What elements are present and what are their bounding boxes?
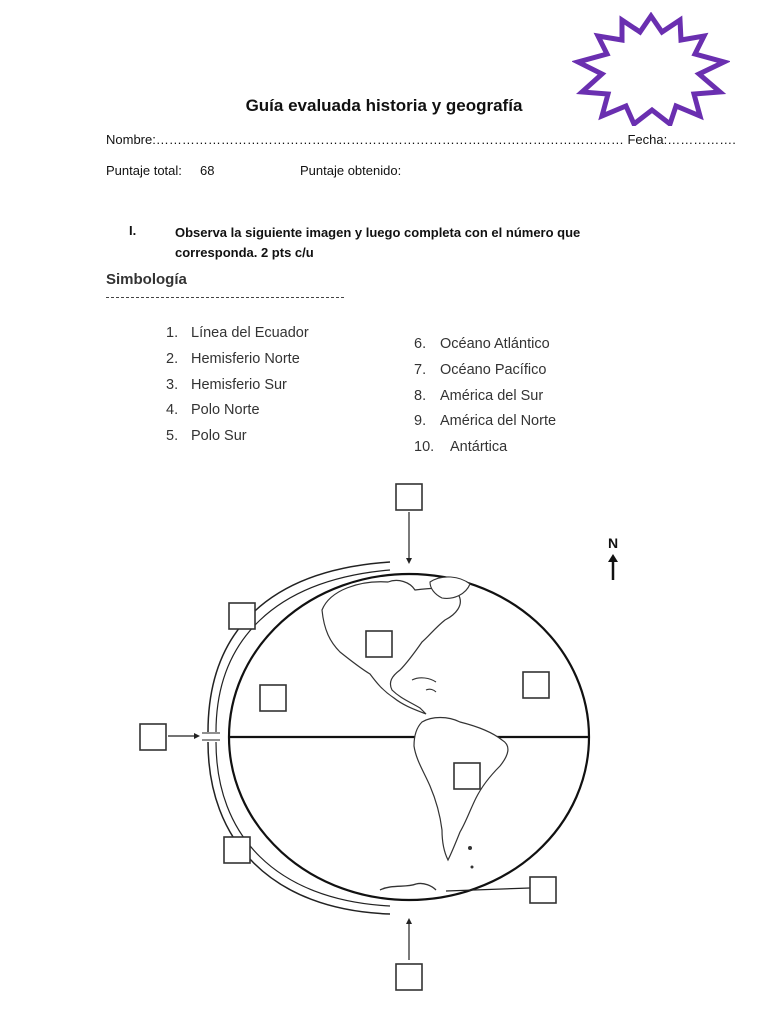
answer-box-pacific-ocean [260,685,286,711]
answer-box-atlantic-ocean [523,672,549,698]
legend-item-label: Polo Sur [191,428,247,445]
legend-item [414,435,556,461]
legend-item [166,373,309,399]
total-score-label: Puntaje total: [106,163,182,178]
legend-item [166,347,309,373]
legend-item [166,398,309,424]
legend-item-label: América del Norte [440,413,557,430]
name-date-line: Nombre:……………………………………………………………………………………………… Fecha:……………. [106,132,736,147]
answer-box-antarctica [530,877,556,903]
legend-item-number: 8. [414,387,427,404]
page-title: Guía evaluada historia y geografía [245,96,523,115]
legend-item-number: 2. [166,350,179,367]
legend-item-number: 9. [414,413,427,430]
legend-column-1 [166,321,309,450]
globe-diagram [130,470,650,1000]
question-text: Observa la siguiente imagen y luego completa con el número que corresponda. 2 pts c/u [175,225,581,260]
legend-title: Simbología [106,271,187,288]
legend-item-label: Antártica [450,439,508,456]
legend-item-label: Océano Atlántico [440,336,550,352]
legend-item-number: 7. [414,361,427,378]
legend-column-2 [414,332,556,461]
legend-item [414,384,556,410]
legend-item-label: Océano Pacífico [440,361,547,378]
legend-item [414,332,556,358]
obtained-score-label: Puntaje obtenido: [300,163,402,178]
answer-box-northern-hemisphere [229,603,255,629]
legend-divider [106,297,344,298]
question-number: I. [129,223,137,238]
answer-box-equator [140,724,166,750]
legend-item-number: 10. [414,439,435,456]
answer-box-southern-hemisphere [224,837,250,863]
legend-item-label: Polo Norte [191,402,260,419]
legend-item [166,321,309,347]
answer-box-south-pole [396,964,422,990]
legend-item [414,409,556,435]
total-score-value: 68 [200,163,215,178]
legend-item-label: Línea del Ecuador [191,325,309,341]
answer-box-north-pole [396,484,422,510]
legend-item-number: 6. [414,336,427,352]
falkland-islands [468,846,472,850]
legend-item-number: 1. [166,325,179,341]
legend-item-number: 5. [166,428,179,445]
north-arrow-label: N [608,535,619,551]
legend-item-number: 3. [166,376,179,393]
legend-item-label: Hemisferio Sur [191,376,287,393]
legend-item-label: América del Sur [440,387,544,404]
answer-box-south-america [454,763,480,789]
legend-item [166,424,309,450]
legend-item [414,358,556,384]
legend-item-label: Hemisferio Norte [191,350,300,367]
answer-box-north-america [366,631,392,657]
legend-item-number: 4. [166,402,179,419]
